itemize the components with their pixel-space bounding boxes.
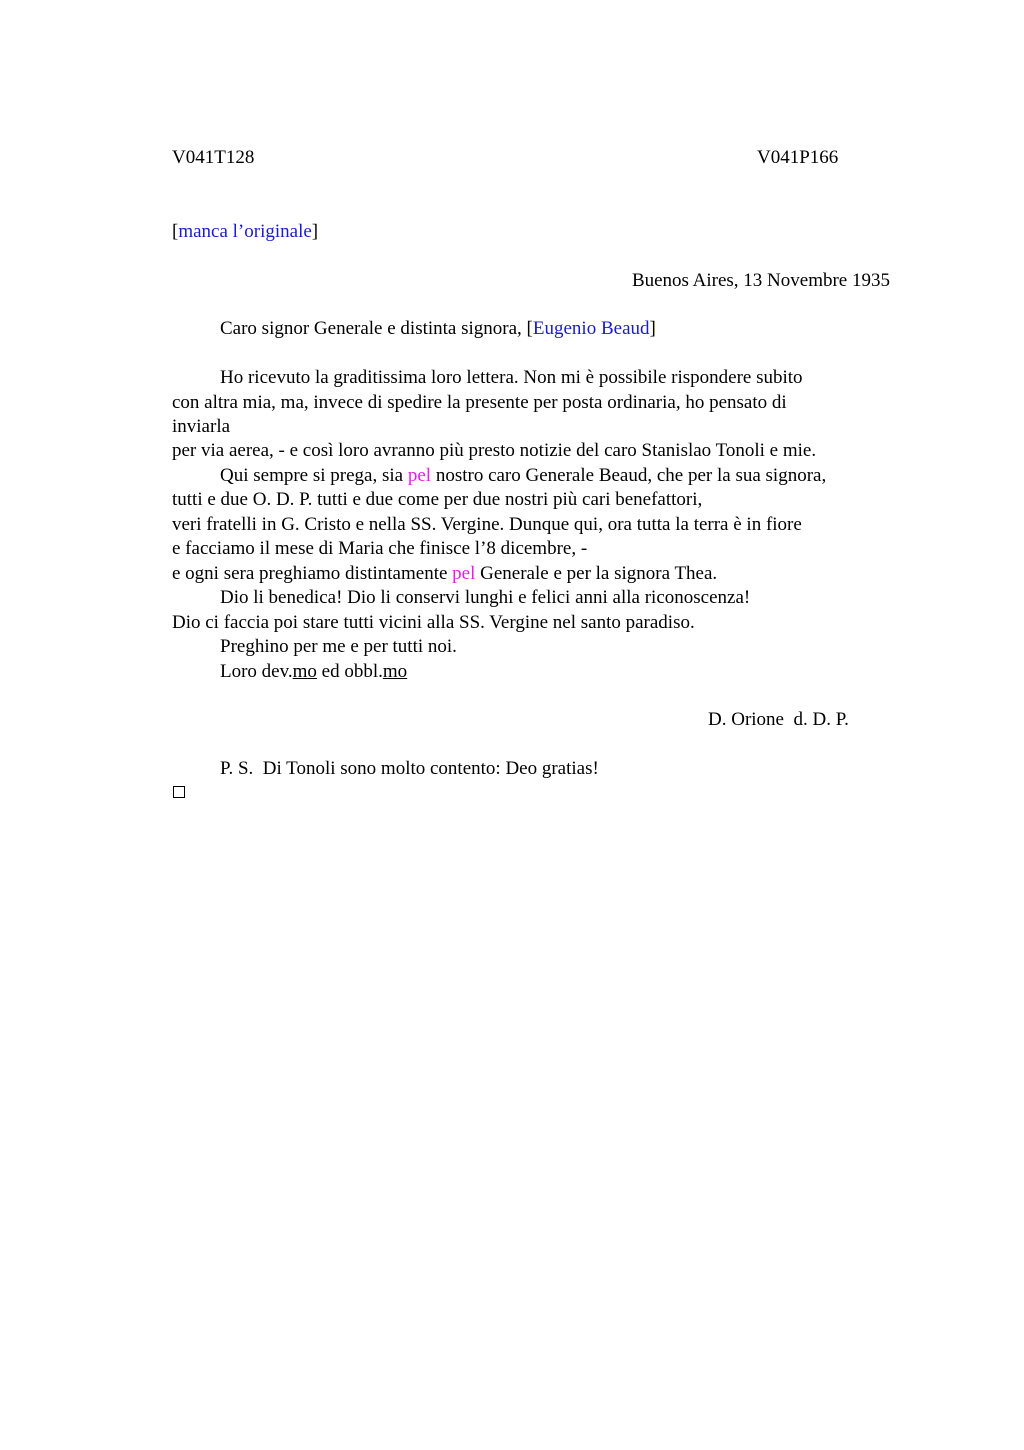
- body-line-1: Ho ricevuto la graditissima loro lettera. Non mi è possibile rispondere subito: [220, 367, 803, 388]
- body-line-9: [172, 562, 717, 586]
- body-line-6: tutti e due O. D. P. tutti e due come per due nostri più cari benefattori,: [172, 489, 703, 510]
- signature: D. Orione d. D. P.: [708, 709, 849, 730]
- closing-dev: Loro dev.: [220, 661, 293, 682]
- body-line-4: per via aerea, - e così loro avranno più presto notizie del caro Stanislao Tonoli e mie.: [172, 440, 817, 461]
- closing-obbl-superscript: mo: [382, 661, 408, 682]
- closing-obbl: ed obbl.: [316, 661, 383, 682]
- salutation-name: Eugenio Beaud: [532, 318, 650, 339]
- closing-dev-superscript: mo: [292, 661, 317, 682]
- salutation: [220, 317, 656, 341]
- body-line-12: Preghino per me e per tutti noi.: [220, 636, 457, 657]
- closing-formula: [220, 660, 407, 684]
- body-line-11: Dio ci faccia poi stare tutti vicini alla SS. Vergine nel santo paradiso.: [172, 612, 695, 633]
- body-line-10: Dio li benedica! Dio li conservi lunghi e felici anni alla riconoscenza!: [220, 587, 751, 608]
- note-text: manca l’originale: [178, 221, 312, 242]
- header-right-code: V041P166: [757, 147, 839, 168]
- note-close-bracket: ]: [311, 221, 319, 242]
- postscript: P. S. Di Tonoli sono molto contento: Deo gratias!: [220, 758, 599, 779]
- salutation-close: ]: [649, 318, 656, 339]
- note-open-bracket: [: [172, 221, 179, 242]
- body-line-5: [220, 464, 826, 488]
- body-line-2: con altra mia, ma, invece di spedire la presente per posta ordinaria, ho pensato di: [172, 392, 787, 413]
- salutation-text: Caro signor Generale e distinta signora, [: [220, 318, 533, 339]
- body-line-5-start: Qui sempre si prega, sia: [220, 465, 408, 486]
- body-line-9-end: Generale e per la signora Thea.: [475, 563, 718, 584]
- body-line-7: veri fratelli in G. Cristo e nella SS. Vergine. Dunque qui, ora tutta la terra è in fiore: [172, 514, 802, 535]
- editorial-note: [172, 220, 318, 244]
- dateline: Buenos Aires, 13 Novembre 1935: [631, 270, 890, 291]
- body-line-9-start: e ogni sera preghiamo distintamente: [172, 563, 453, 584]
- variant-word: pel: [407, 465, 432, 486]
- variant-word: pel: [452, 563, 476, 584]
- header-left-code: V041T128: [172, 147, 255, 168]
- body-line-5-end: nostro caro Generale Beaud, che per la sua signora,: [431, 465, 827, 486]
- checkbox-square-icon: [173, 786, 185, 798]
- body-line-8: e facciamo il mese di Maria che finisce l’8 dicembre, -: [172, 538, 588, 559]
- body-line-3: inviarla: [172, 416, 231, 437]
